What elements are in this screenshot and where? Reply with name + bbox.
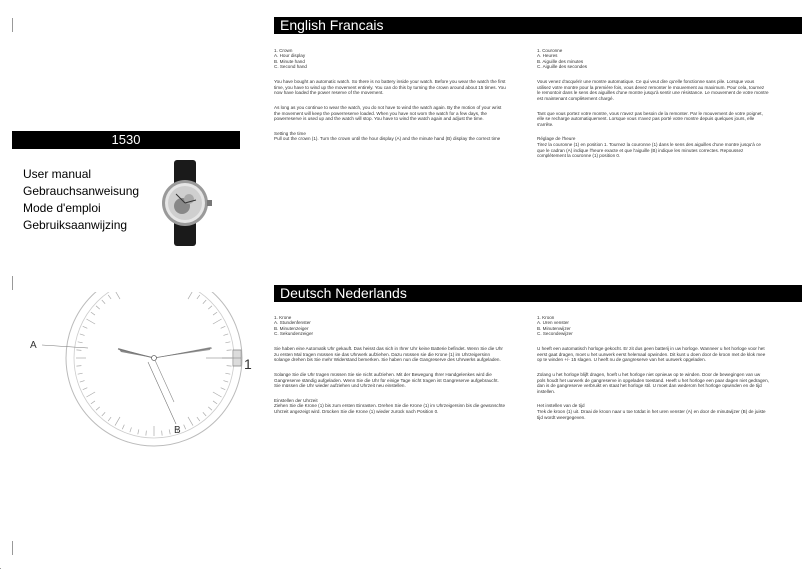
english-parts-list: 1. Crown A. Hour display B. Minute hand C. Second hand [274,47,307,70]
french-parts-list: 1. Couronne A. Heures B. Aiguille des minutes C. Aiguille des secondes [537,47,588,70]
watch-dial-diagram [28,292,268,452]
dial-tick [102,300,105,304]
dial-tick [213,392,222,397]
dial-tick [122,425,124,430]
dial-tick [78,342,83,343]
section-header-english-french: English Francais [274,17,802,34]
dial-tick [78,373,83,374]
dutch-instructions [537,309,769,429]
dial-tick [188,417,193,426]
german-setting-time: Einstellen der Uhrzeit Ziehen Sie die Krone (1) bis zum ersten Einrasten. Drehen Sie die Krone (1) im Uhrzeigersinn bis die gewünschte Uhrzeit angezeigt wird. Drücken Sie die Krone (1) wieder zurück nach Position 0. [274,397,506,414]
dial-tick [225,342,230,343]
dial-tick [146,431,147,436]
dial-tick [138,429,139,434]
dial-tick [227,350,232,351]
dial-tick [227,366,232,367]
dial-tick [91,401,95,404]
dial-tick [83,326,88,328]
dial-tick [223,334,228,336]
dutch-setting-time: Het instellen van de tijd Trek de kroon (1) uit. Draai de kroon naar u toe totdat in het uren venster (A) en door de minutwijzer (B) de juiste tijd wordt weergegeven. [537,403,766,420]
label-b: B [174,425,181,436]
dial-tick [221,388,226,390]
french-instructions [537,42,769,168]
dial-tick [96,407,100,410]
dial-tick [115,292,120,299]
dutch-paragraph: Zolang u het horloge blijft dragen, hoeft u het horloge niet opnieuw op te winden. Door de bewegingen van uw pols houdt het uurwerk de gangreserve in opgeladen toestand. Heeft u het horloge een paar dagen niet gedragen, dan is de gangreserve verbruikt en staat het horloge stil. U moet dan wederom het horloge opwinden en de tijd instellen. [537,371,769,394]
dial-ticks [76,292,232,436]
dial-tick [213,401,217,404]
dial-tick [197,417,200,421]
model-number-bar: 1530 [12,131,240,149]
dial-tick [83,388,88,390]
manual-title-nl: Gebruiksaanwijzing [23,218,128,232]
english-setting-time: Setting the time Pull out the crown (1). Turn the crown until the hour display (A) and the minute hand (B) display the correct time [274,130,501,142]
watch-product-image [158,160,214,246]
dial-tick [86,392,95,397]
french-paragraph: Vous venez d'acquérir une montre automatique. Ce qui veut dire qu'elle fonctionne sans pile. Lorsque vous utilisez votre montre pour la première fois, vous devez remonter le mouvement au maximum. Pour cela, tournez le remontoir dans le sens des aiguilles d'une montre jusqu'à sentir une résistance. Le mouvement de votre montre est maintenant complètement chargé. [537,79,769,101]
dial-tick [208,407,212,410]
crop-mark [12,541,13,555]
dial-tick [221,326,226,328]
dial-tick [225,373,230,374]
dial-tick [169,429,170,434]
dial-tick [197,295,200,299]
dial-tick [213,312,217,315]
german-paragraph: Solange Sie die Uhr tragen müssen Sie sie nicht aufziehen. Mit der Bewegung Ihrer Handgelenkes wird die Gangreserve ständig aufgeladen. Wenn Sie die Uhr für einige Tage nicht tragen ist Gangreserve aufgebraucht. Sie müssen die Uhr wieder aufziehen und Uhrzeit neu einstellen. [274,371,499,389]
english-paragraph: As long as you continue to wear the watch, you do not have to wind the watch again. By the motion of your wrist the movement will keep the powerreserve loaded. When you have not worn the watch for a few days, the powerreserve is used up and the watch will stop. You have to wind the watch again and adjust the time. [274,104,502,122]
dial-tick [76,366,81,367]
dial-tick [96,306,100,309]
section-header-german-dutch: Deutsch Nederlands [274,285,802,302]
german-paragraph: Sie haben eine Automatik Uhr gekauft. Das heisst das sich in Ihrer Uhr keine Batterie befindet. Wenn Sie die Uhr zu ersten Mal tragen müssen sie das Uhrwerk aufziehen. Dazu müssen sie die Krone (1) im Uhrzeigersinn solange drehen bis Sie mehr Widerstand bemerken. Sie haben nun die Gangreserve des Uhrwerks aufgeladen. [274,346,503,363]
diagram-callouts [42,345,241,424]
dial-tick [130,427,132,432]
label-a: A [30,340,37,351]
dial-tick [80,334,85,336]
dial-tick [203,300,206,304]
watch-hands [118,347,212,402]
dial-tick [223,381,228,383]
dial-tick [213,319,222,324]
dial-tick [188,292,193,299]
french-setting-time: Réglage de l'heure Tirez la couronne (1) en position 1. Tournez la couronne (1) dans le sens des aiguilles d'une montre jusqu'à ce que le cadran (A) indique l'heure exacte et que l'aiguille (B) indique les minutes correctes. Repoussez complètement la couronne (1) position 0. [537,136,761,159]
dutch-parts-list: 1. Kroon A. Uren venster B. Minutenwijzer C. Secondewijzer [537,314,573,337]
dial-tick [80,381,85,383]
dial-tick [86,319,95,324]
crop-mark [12,276,13,290]
dial-tick [184,425,186,430]
french-paragraph: Tant que vous portez votre montre, vous n'avez pas besoin de la remonter. Par le mouvement de votre poignet, elle se recharge automatiquement. Lorsque vous n'avez pas porté votre montre depuis quelques jours, elle s'arrête. [537,110,763,127]
german-parts-list: 1. Krone A. Stundenfenster B. Minutenzeiger C. Sekundenzeiger [274,314,314,337]
german-instructions [274,309,506,424]
dial-tick [91,312,95,315]
dial-tick [102,412,105,416]
dial-tick [203,412,206,416]
crop-mark [12,18,13,32]
dial-tick [115,417,120,426]
manual-title-fr: Mode d'emploi [23,201,101,215]
dial-tick [108,295,111,299]
dial-tick [208,306,212,309]
dial-outer-ring [66,292,242,446]
dial-tick [108,417,111,421]
dial-tick [76,350,81,351]
english-paragraph: You have bought an automatic watch. So there is no battery inside your watch. Before you wear the watch the first time, you have to wind up the movement entirely. You can do this by turning the crown around about 15 times. You now have loaded the power reserve of the movement. [274,79,506,96]
manual-titles [23,166,139,234]
dial-tick [162,431,163,436]
dutch-paragraph: U heeft een automatisch horloge gekocht. Er zit dus geen batterij in uw horloge. Wanneer u het horloge voor het eerst gaat dragen, moet u het uurwerk eerst helemaal opwinden. Dit kunt u doen door de kroon met de klok mee op te winden +/- 15 slagen. U heeft nu de gangreserve van het uurwerk opgeladen. [537,346,766,363]
manual-title-en: User manual [23,167,92,181]
english-instructions [274,42,506,151]
manual-title-de: Gebrauchsanweisung [23,184,140,198]
label-crown: 1 [244,356,252,372]
